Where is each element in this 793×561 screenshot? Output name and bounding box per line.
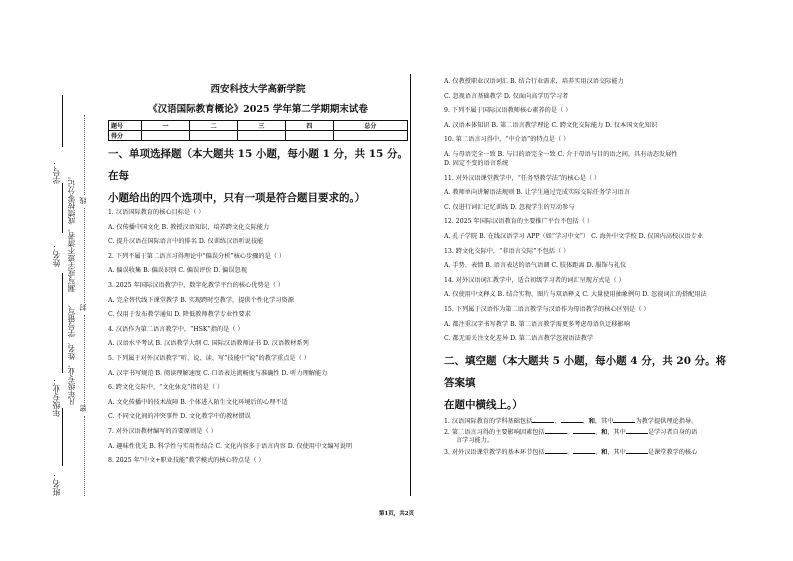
score-cell: [189, 131, 237, 141]
seal-mark-xian: 线: [79, 197, 87, 204]
question-options: C. 不同文化间的冲突事件 D. 文化教学中的教材错误: [108, 413, 251, 421]
score-cell: [333, 131, 407, 141]
question-options: A. 仅使用中文释义 B. 结合实物、图片与双语释义 C. 大量使用抽象例句 D. 忽视词汇的搭配用法: [444, 291, 707, 299]
question: 11. 对外汉语课堂教学中，“任务型教学法”的核心是（ ）: [444, 174, 601, 182]
right-column: [444, 78, 734, 458]
question: 12. 2025 年国际汉语教育的主要推广平台不包括（ ）: [444, 218, 594, 226]
class-label: 班名：: [52, 472, 61, 496]
question: 8. 2025 年“中文+职业技能”教学模式的核心特点是（ ）: [108, 457, 265, 465]
question-options: A. 都注重汉字书写教学 B. 第二语言教学需更多考虑母语负迁移影响: [444, 320, 630, 328]
student-id-label: 学号：: [52, 160, 61, 184]
answer-blank[interactable]: [573, 447, 595, 454]
seal-dotted-line: [84, 315, 85, 407]
score-cell: 四: [285, 121, 333, 131]
score-cell: [142, 131, 190, 141]
notice-text-upper: 漏写或字迹不清者，成绩按零分记。: [67, 172, 76, 292]
question: 5. 下列属于对外汉语教学“听、说、读、写”技能中“说”的教学重点是（ ）: [108, 354, 310, 362]
score-table-score-row: [109, 131, 408, 141]
seal-dotted-line: [84, 115, 85, 195]
question-options: A. 教师单向讲解语法规则 B. 让学生通过完成实际交际任务学习语言: [444, 189, 630, 197]
fill-blank-item: 1. 汉语国际教育的学科基础包括 、 、和，其中 为教学提供理论指导。: [444, 417, 698, 425]
section1-heading: [108, 143, 408, 209]
answer-blank[interactable]: [545, 447, 567, 454]
question-options: A. 偏误收集 B. 偏误识别 C. 偏误评价 D. 偏误忽视: [108, 267, 247, 275]
question-options: A. 手势、表情 B. 语言表达的语气语调 C. 肢体距离 D. 服饰与礼仪: [444, 262, 627, 270]
school-name: 西安科技大学高新学院: [210, 84, 306, 95]
question-options: A. 文化传播中的技术故障 B. 个体进入陌生文化环境后的心理不适: [108, 398, 288, 406]
question-options: A. 仅教授职业汉语词汇 B. 结合行业需求，培养实用汉语交际能力: [444, 78, 624, 85]
name-line-2: [62, 273, 63, 373]
answer-blank[interactable]: [626, 447, 648, 454]
question: 6. 跨文化交际中，“文化休克”指的是（ ）: [108, 384, 224, 392]
question-options: D. 固定不变的语言系统: [444, 159, 509, 167]
question-options: C. 都无需关注文化差异 D. 第二语言教学忽视语法教学: [444, 335, 594, 343]
score-cell: 二: [189, 121, 237, 131]
question-options: A. 汉字书写规范 B. 阅读理解速度 C. 口语表达流畅度与准确性 D. 听力理解能力: [108, 369, 328, 377]
question-options: C. 忽视语言基础教学 D. 仅面向高学历学习者: [444, 92, 569, 100]
grade-major-line: [62, 408, 63, 466]
question: 2. 下列不属于第二语言习得理论中“偏误分析”核心步骤的是（ ）: [108, 252, 286, 260]
question: 7. 对外汉语教材编写的首要原则是（ ）: [108, 427, 217, 435]
fill-blank-item: 2. 第二语言习得的主要影响因素包括 、 、和，其中 是学习者自身的语 言学习能力。: [444, 429, 698, 445]
seal-mark-feng: 封: [79, 304, 87, 311]
score-cell: 总分: [333, 121, 407, 131]
fill-blank-item: 3. 对外汉语课堂教学的基本环节包括 、 、和，其中 是课堂教学的核心: [444, 448, 698, 456]
answer-blank[interactable]: [545, 427, 567, 434]
name-line: [62, 183, 63, 233]
notice-text-lower: 凡年级专业、姓名、学号错写、: [67, 300, 76, 405]
column-divider: [410, 74, 411, 496]
score-table-header-row: [109, 121, 408, 131]
question-options: C. 仅进行词汇记忆训练 D. 忽视学生的互动参与: [444, 203, 575, 211]
question: 4. 汉语作为第二语言教学中，“HSK”指的是（ ）: [108, 325, 244, 333]
section2-heading-line1: 二、填空题（本大题共 5 小题，每小题 4 分，共 20 分。将答案填: [444, 354, 727, 389]
left-column: [108, 78, 408, 472]
section2-heading-line2: 在题中横线上。）: [444, 398, 523, 411]
answer-blank[interactable]: [573, 427, 595, 434]
answer-blank[interactable]: [626, 427, 648, 434]
question: 1. 汉语国际教育的核心目标是（ ）: [108, 209, 205, 216]
question: 9. 下列不属于国际汉语教师核心素养的是（ ）: [444, 107, 572, 115]
score-cell: 三: [237, 121, 285, 131]
score-cell: 得分: [109, 131, 142, 141]
question-options: C. 仅用于发布教学通知 D. 降低教师教学专业性要求: [108, 311, 251, 319]
question-options: A. 仅传播中国文化 B. 教授汉语知识，培养跨文化交际能力: [108, 223, 270, 231]
name-label: 姓名：: [52, 243, 61, 267]
seal-dotted-line: [84, 416, 85, 496]
student-id-line: [62, 95, 63, 147]
question: 10. 第二语言习得中，“中介语”的特点是（ ）: [444, 136, 570, 144]
seal-mark-mi: 密: [79, 405, 87, 412]
section2-heading: [444, 350, 734, 416]
answer-blank[interactable]: [532, 416, 554, 423]
question-options: A. 完全替代线下课堂教学 B. 实现跨时空教学，提供个性化学习资源: [108, 296, 294, 304]
question-options: A. 汉语本体知识 B. 第二语言教学理论 C. 跨文化交际能力 D. 仅本国文化知识: [444, 121, 658, 129]
score-cell: [237, 131, 285, 141]
question: 3. 2025 年国际汉语教学中，数字化教学平台的核心优势是（ ）: [108, 281, 285, 289]
question-options: A. 与母语完全一致 B. 与目的语完全一致 C. 介于母语与目的语之间，具有动态发展性: [444, 150, 678, 158]
score-cell: 题号: [109, 121, 142, 131]
page-footer: 第1页，共2页: [378, 511, 415, 517]
question: 15. 下列属于汉语作为第二语言教学与汉语作为母语教学的核心区别是（ ）: [444, 305, 650, 313]
question: 14. 对外汉语词汇教学中，适合初级学习者的词汇呈现方式是（ ）: [444, 276, 625, 284]
grade-major-label: 年级专业：: [52, 377, 61, 417]
section1-heading-line2: 小题给出的四个选项中，只有一项是符合题目要求的。）: [108, 192, 366, 204]
section1-heading-line1: 一、单项选择题（本大题共 15 小题，每小题 1 分，共 15 分。在每: [108, 148, 408, 182]
question-options: A. 趣味性优先 B. 科学性与实用性结合 C. 文化内容多于语言内容 D. 仅使用中文编写说明: [108, 442, 353, 450]
score-table: [108, 120, 408, 141]
exam-title: 《汉语国际教育概论》2025 学年第二学期期末试卷: [148, 104, 368, 115]
score-cell: [285, 131, 333, 141]
question-options: A. 孔子学院 B. 在线汉语学习 APP（如“学习中文”） C. 海外中文学校 D. 仅国内高校汉语专业: [444, 232, 703, 240]
question-options: C. 提升汉语在国际语言中的排名 D. 仅训练汉语听说技能: [108, 238, 264, 246]
score-cell: 一: [142, 121, 190, 131]
answer-blank[interactable]: [613, 416, 635, 423]
question-options: A. 汉语水平考试 B. 汉语教学大纲 C. 国际汉语教师证书 D. 汉语教材系列: [108, 340, 309, 348]
seal-dotted-line: [84, 208, 85, 303]
answer-blank[interactable]: [561, 416, 583, 423]
question: 13. 跨文化交际中，“非语言交际”不包括（ ）: [444, 247, 570, 255]
